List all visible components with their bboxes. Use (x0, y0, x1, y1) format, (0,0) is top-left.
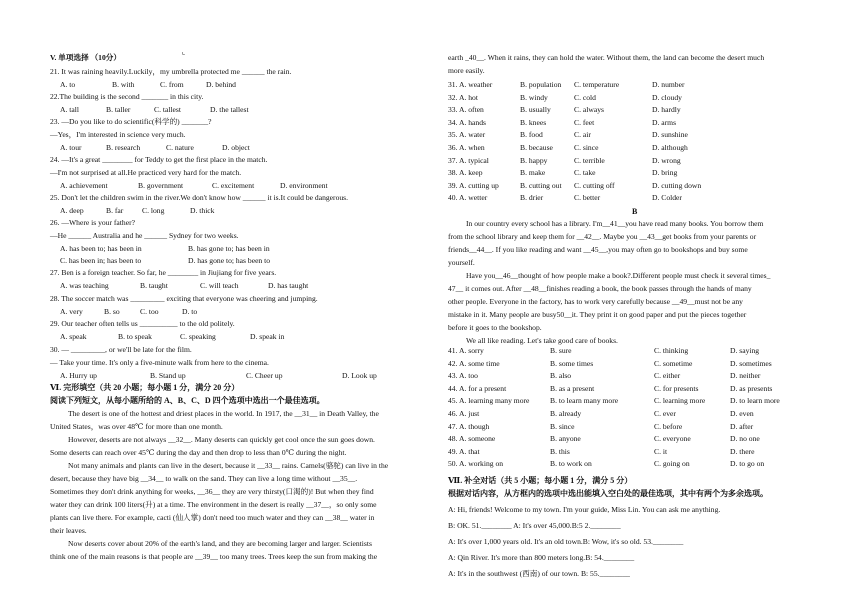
cloze-b-option: B. anyone (550, 434, 581, 444)
cloze-b-option: C. before (654, 421, 683, 431)
cloze-a-option: 34. A. hands (448, 117, 486, 127)
q28-option-b: B. so (104, 307, 120, 316)
q28-option-c: C. too (140, 307, 159, 316)
question-26: 26. —Where is your father? (50, 218, 135, 227)
passage-a-line-9: plants can live there. For example, cacti (仙人掌) don't need too much water and they can __38__ water in (50, 513, 375, 522)
q21-option-d: D. behind (206, 80, 236, 89)
q24-option-a: A. achievement (60, 181, 108, 190)
cloze-b-option: 41. A. sorry (448, 346, 484, 355)
cloze-b-option: C. learning more (654, 396, 706, 406)
passage-a-line-7: Sometimes they don't drink anything for weeks, __36__ they are very thirsty(口渴的)! But when they find (50, 487, 374, 496)
q27-option-d: D. has taught (268, 281, 309, 290)
cloze-b-option: D. sometimes (730, 358, 772, 368)
cloze-b-option: D. even (730, 409, 754, 418)
cloze-a-option: C. always (574, 105, 604, 115)
cloze-a-option: B. usually (520, 105, 551, 115)
cloze-b-option: C. ever (654, 409, 676, 418)
cloze-a-option: D. wrong (652, 155, 681, 165)
cloze-a-option: 39. A. cutting up (448, 180, 499, 190)
passage-b-line-7: other people. Everyone in the factory, has to work very carefully because __49__must not be any (448, 297, 743, 306)
passage-a-line-2: United States，was over 48℃ for more than one month. (50, 422, 223, 431)
cloze-a-option: 32. A. hot (448, 92, 478, 102)
passage-a-line-1: The desert is one of the hottest and driest places in the world. In 1917, the __31__ in Death Valley, the (68, 409, 379, 418)
cloze-a-option: D. number (652, 80, 685, 89)
cloze-b-option: B. some times (550, 358, 594, 368)
cloze-a-option: C. cold (574, 92, 596, 102)
cloze-a-option: C. feet (574, 117, 595, 127)
q25-option-a: A. deep (60, 206, 84, 215)
question-24: 24. —It's a great ________ for Teddy to get the first place in the match. (50, 155, 268, 164)
cloze-b-option: C. thinking (654, 346, 689, 355)
cloze-a-option: 33. A. often (448, 105, 484, 115)
cloze-b-option: D. after (730, 421, 754, 431)
cloze-a-option: 36. A. when (448, 143, 485, 152)
passage-a-line-12: think one of the main reasons is that people are __39__ too many trees. Trees keep the sun from making the (50, 552, 378, 561)
cloze-a-option: 35. A. water (448, 130, 486, 140)
q22-option-a: A. tall (60, 105, 79, 114)
passage-b-line-8: mistake in it. Many people are busy50__it. They print it on good paper and put the pieces together (448, 310, 747, 319)
q23-option-c: C. nature (166, 143, 194, 152)
q23-option-a: A. tour (60, 143, 82, 152)
cloze-b-option: 47. A. though (448, 421, 490, 431)
q28-option-a: A. very (60, 307, 83, 316)
passage-b-line-6: 47__ it comes out. After __48__finishes reading a book, the book passes through the hands of many (448, 284, 752, 293)
q21-option-a: A. to (60, 80, 76, 89)
cloze-a-option: D. sunshine (652, 130, 688, 140)
cloze-b-option: D. neither (730, 371, 761, 381)
cloze-a-option: C. terrible (574, 155, 605, 165)
q25-option-b: B. far (106, 206, 124, 215)
passage-b-line-3: friends__44__. If you like reading and want __45__,you may often go to bookshops and buy some (448, 245, 748, 254)
question-25: 25. Don't let the children swim in the river.We don't know how ______ it is.It could be dangerous. (50, 193, 349, 202)
cloze-a-option: B. population (520, 80, 562, 89)
pen-mark: ᒡ (182, 51, 186, 59)
section5-heading: V. 单项选择 （10分） (50, 53, 121, 62)
dialogue-line-1: A: Hi, friends! Welcome to my town. I'm your guide, Miss Lin. You can ask me anything. (448, 505, 721, 514)
cloze-a-option: D. arms (652, 117, 677, 127)
cloze-b-option: B. to work on (550, 459, 592, 469)
question-23: 23. —Do you like to do scientific(科学的) _______? (50, 117, 212, 126)
cloze-a-option: 38. A. keep (448, 168, 483, 178)
q25-option-c: C. long (142, 206, 165, 215)
cloze-b-option: C. everyone (654, 434, 691, 444)
question-28: 28. The soccer match was _________ exciting that everyone was cheering and jumping. (50, 294, 318, 303)
question-27: 27. Ben is a foreign teacher. So far, he ________ in Jiujiang for five years. (50, 268, 277, 277)
cloze-b-option: D. there (730, 446, 755, 456)
passage-a-line-4: Some deserts can reach over 45℃ during the day and then drop to less than 0℃ during the night. (50, 448, 347, 457)
q26-option-b: B. has gone to; has been in (188, 244, 270, 253)
dialogue-line-5: A: It's in the southwest (西南) of our town. B: 55.________ (448, 569, 630, 578)
q24-option-b: B. government (138, 181, 184, 190)
q22-option-b: B. taller (106, 105, 131, 114)
passage-a-line-10: their leaves. (50, 526, 87, 535)
q30-option-b: B. Stand up (150, 371, 186, 380)
cloze-a-option: B. make (520, 168, 546, 178)
cloze-b-option: B. already (550, 409, 582, 418)
cloze-a-option: B. because (520, 143, 553, 152)
cloze-b-option: 49. A. that (448, 446, 480, 456)
cloze-a-option: C. cutting off (574, 180, 615, 190)
cloze-b-option: 46. A. just (448, 409, 480, 418)
cloze-a-option: D. cutting down (652, 180, 702, 190)
cloze-a-option: D. although (652, 143, 688, 152)
cloze-b-option: D. to learn more (730, 396, 780, 406)
cloze-b-option: D. to go on (730, 459, 765, 469)
cloze-b-option: B. also (550, 371, 572, 381)
q28-option-d: D. to (182, 307, 198, 316)
cloze-a-option: 31. A. weather (448, 80, 493, 89)
cloze-b-option: C. sometime (654, 358, 693, 368)
passage-b-line-1: In our country every school has a library. I'm__41__you have read many books. You borrow them (466, 219, 764, 228)
q24-option-c: C. excitement (212, 181, 255, 190)
cloze-b-option: 48. A. someone (448, 434, 496, 444)
passage-b-line-10: We all like reading. Let's take good care of books. (466, 336, 618, 345)
cloze-a-option: 37. A. typical (448, 155, 489, 165)
cloze-a-option: C. air (574, 130, 591, 140)
passage-a-line-6: desert, because they have big __34__ to walk on the sand. They can live a long time without __35__. (50, 474, 358, 483)
cloze-a-option: D. bring (652, 168, 678, 178)
cloze-b-option: D. saying (730, 346, 760, 355)
cloze-a-option: D. Colder (652, 193, 682, 203)
cloze-b-option: C. either (654, 371, 681, 381)
cloze-b-option: 50. A. working on (448, 459, 504, 469)
cloze-a-option: 40. A. wetter (448, 193, 488, 203)
q30-option-d: D. Look up (342, 371, 377, 380)
cloze-b-option: B. to learn many more (550, 396, 619, 406)
cloze-b-option: 43. A. too (448, 371, 478, 381)
question-30-reply: — Take your time. It's only a five-minute walk from here to the cinema. (50, 358, 269, 367)
section6-instructions: 阅读下列短文，从每小题所给的 A、B、C、D 四个选项中选出一个最佳选项。 (50, 396, 325, 405)
q30-option-c: C. Cheer up (246, 371, 283, 380)
dialogue-line-3: A: It's over 1,000 years old. It's an old town.B: Wow, it's so old. 53.________ (448, 537, 684, 546)
cloze-b-option: D. no one (730, 434, 760, 444)
passage-a-line-8: water they can drink 100 liters(升) at a time. The environment in the desert is really __37__，so only some (50, 500, 377, 509)
cloze-b-option: 42. A. some time (448, 358, 500, 368)
q30-option-a: A. Hurry up (60, 371, 97, 380)
question-21: 21. It was raining heavily.Luckily，my umbrella protected me ______ the rain. (50, 67, 292, 76)
cloze-a-option: D. hardly (652, 105, 681, 115)
cloze-b-option: 45. A. learning many more (448, 396, 530, 406)
q21-option-c: C. from (160, 80, 184, 89)
question-22: 22.The building is the second _______ in this city. (50, 92, 204, 101)
cloze-a-option: D. cloudy (652, 92, 682, 102)
section7-instructions: 根据对话内容，从方框内的选项中选出能填入空白处的最佳选项，其中有两个为多余选项。 (448, 489, 768, 498)
question-29: 29. Our teacher often tells us __________ to the old politely. (50, 319, 235, 328)
passage-a-line-3: However, deserts are not always __32__. Many deserts can quickly get cool once the sun goes down. (68, 435, 375, 444)
cloze-a-option: B. drier (520, 193, 544, 203)
cloze-b-option: B. this (550, 446, 570, 456)
q21-option-b: B. with (112, 80, 135, 89)
passage-b-line-2: from the school library and keep them for __42__. Maybe you __43__get books from your parents or (448, 232, 757, 241)
q27-option-c: C. will teach (200, 281, 239, 290)
cloze-a-option: B. happy (520, 155, 548, 165)
question-24-reply: —I'm not surprised at all.He practiced very hard for the match. (50, 168, 242, 177)
section6-heading: Ⅵ. 完形填空（共 20 小题；每小题 1 分，满分 20 分） (50, 383, 240, 392)
cloze-b-option: C. for presents (654, 383, 699, 393)
cloze-a-option: C. better (574, 193, 601, 203)
cloze-b-option: B. sure (550, 346, 572, 355)
passage-b-line-4: yourself. (448, 258, 475, 267)
passage-a-line-11: Now deserts cover about 20% of the earth's land, and they are becoming larger and larger. Scientists (68, 539, 372, 548)
cloze-b-option: 44. A. for a present (448, 383, 507, 393)
question-23-reply: —Yes，I'm interested in science very much. (50, 130, 186, 139)
q29-option-a: A. speak (60, 332, 87, 341)
q22-option-c: C. tallest (154, 105, 181, 114)
q22-option-d: D. the tallest (210, 105, 249, 114)
question-30: 30. — _________, or we'll be late for the film. (50, 345, 192, 354)
cloze-a-option: B. food (520, 130, 543, 140)
q27-option-b: B. taught (140, 281, 168, 290)
cloze-a-option: C. since (574, 143, 599, 152)
cloze-b-option: C. going on (654, 459, 690, 469)
passage-b-line-5: Have you__46__thought of how people make a book?.Different people must check it several times_ (466, 271, 771, 280)
q26-option-d: D. has gone to; has been to (188, 256, 271, 265)
cloze-a-option: B. windy (520, 92, 548, 102)
dialogue-line-4: A: Qin River. It's more than 800 meters long.B: 54.________ (448, 553, 635, 562)
cloze-b-option: C. it (654, 446, 668, 456)
q29-option-d: D. speak in (250, 332, 285, 341)
question-26-reply: —He ______ Australia and he ______ Sydney for two weeks. (50, 231, 239, 240)
q27-option-a: A. was teaching (60, 281, 109, 290)
cloze-a-option: B. knees (520, 117, 547, 127)
passage-a-cont-line-2: more easily. (448, 66, 485, 75)
q23-option-b: B. research (106, 143, 141, 152)
cloze-b-option: D. as presents (730, 383, 773, 393)
cloze-b-option: B. since (550, 421, 575, 431)
cloze-a-option: C. temperature (574, 80, 620, 89)
q24-option-d: D. environment (280, 181, 328, 190)
passage-b-line-9: before it goes to the bookshop. (448, 323, 542, 332)
passage-a-line-5: Not many animals and plants can live in the desert, because it __33__ rains. Camels(骆驼) can live in the (68, 461, 389, 470)
cloze-a-option: C. take (574, 168, 596, 178)
section-b-label: B (632, 207, 638, 216)
q23-option-d: D. object (222, 143, 250, 152)
section7-heading: Ⅶ. 补全对话（共 5 小题；每小题 1 分，满分 5 分） (448, 476, 633, 485)
passage-a-cont-line-1: earth _40__. When it rains, they can hold the water. Without them, the land can become the desert much (448, 53, 765, 62)
dialogue-line-2: B: OK. 51.________ A: It's over 45,000.B:5 2.________ (448, 521, 621, 530)
cloze-a-option: B. cutting out (520, 180, 562, 190)
q25-option-d: D. thick (190, 206, 215, 215)
cloze-b-option: B. as a present (550, 383, 595, 393)
q26-option-c: C. has been in; has been to (60, 256, 142, 265)
q26-option-a: A. has been to; has been in (60, 244, 142, 253)
q29-option-c: C. speaking (180, 332, 216, 341)
q29-option-b: B. to speak (118, 332, 152, 341)
